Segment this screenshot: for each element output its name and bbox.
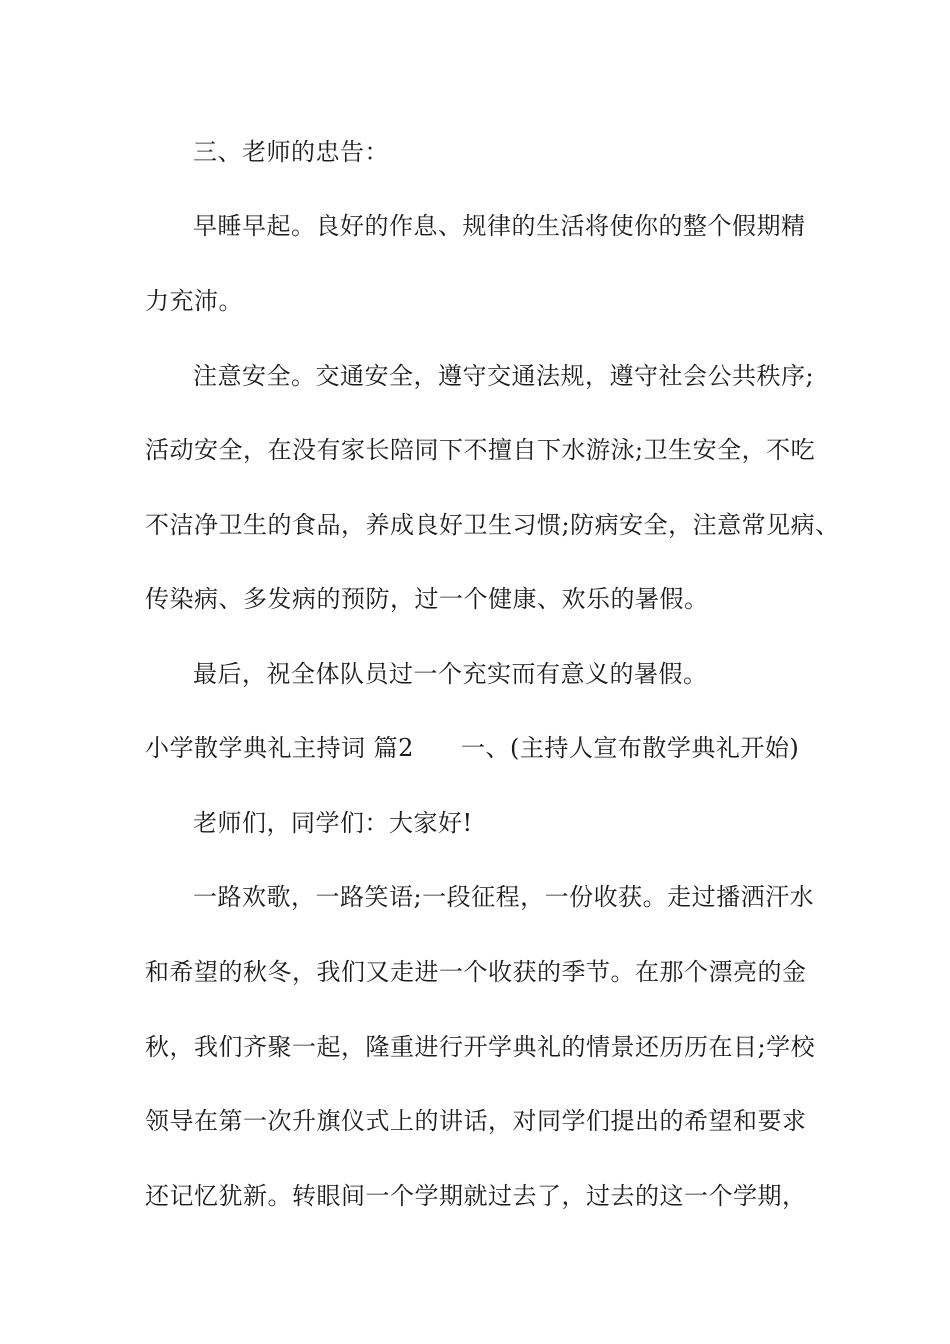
paragraph-line: 和希望的秋冬，我们又走进一个收获的季节。在那个漂亮的金 [145,958,807,986]
article-heading-row [145,734,845,762]
paragraph-line: 注意安全。交通安全，遵守交通法规，遵守社会公共秩序; [193,362,815,390]
section-heading-teacher-advice: 三、老师的忠告： [193,138,389,166]
paragraph-line: 领导在第一次升旗仪式上的讲话，对同学们提出的希望和要求 [145,1107,807,1135]
section-heading-opening: 一、(主持人宣布散学典礼开始) [461,734,800,762]
paragraph-line: 传染病、多发病的预防，过一个健康、欢乐的暑假。 [145,585,709,613]
paragraph-line: 秋，我们齐聚一起，隆重进行开学典礼的情景还历历在目;学校 [145,1033,816,1061]
paragraph-line: 一路欢歌，一路笑语;一段征程，一份收获。走过播洒汗水 [193,883,815,911]
paragraph-line: 力充沛。 [145,287,243,315]
paragraph-line: 不洁净卫生的食品，养成良好卫生习惯;防病安全，注意常见病、 [145,511,840,539]
greeting-line: 老师们，同学们：大家好! [193,809,473,837]
paragraph-line: 早睡早起。良好的作息、规律的生活将使你的整个假期精 [193,212,806,240]
paragraph-line: 最后，祝全体队员过一个充实而有意义的暑假。 [193,660,708,688]
paragraph-line: 活动安全，在没有家长陪同下不擅自下水游泳;卫生安全，不吃 [145,436,816,464]
paragraph-line: 还记忆犹新。转眼间一个学期就过去了，过去的这一个学期， [145,1182,807,1210]
article-title: 小学散学典礼主持词 篇2 [145,734,414,762]
